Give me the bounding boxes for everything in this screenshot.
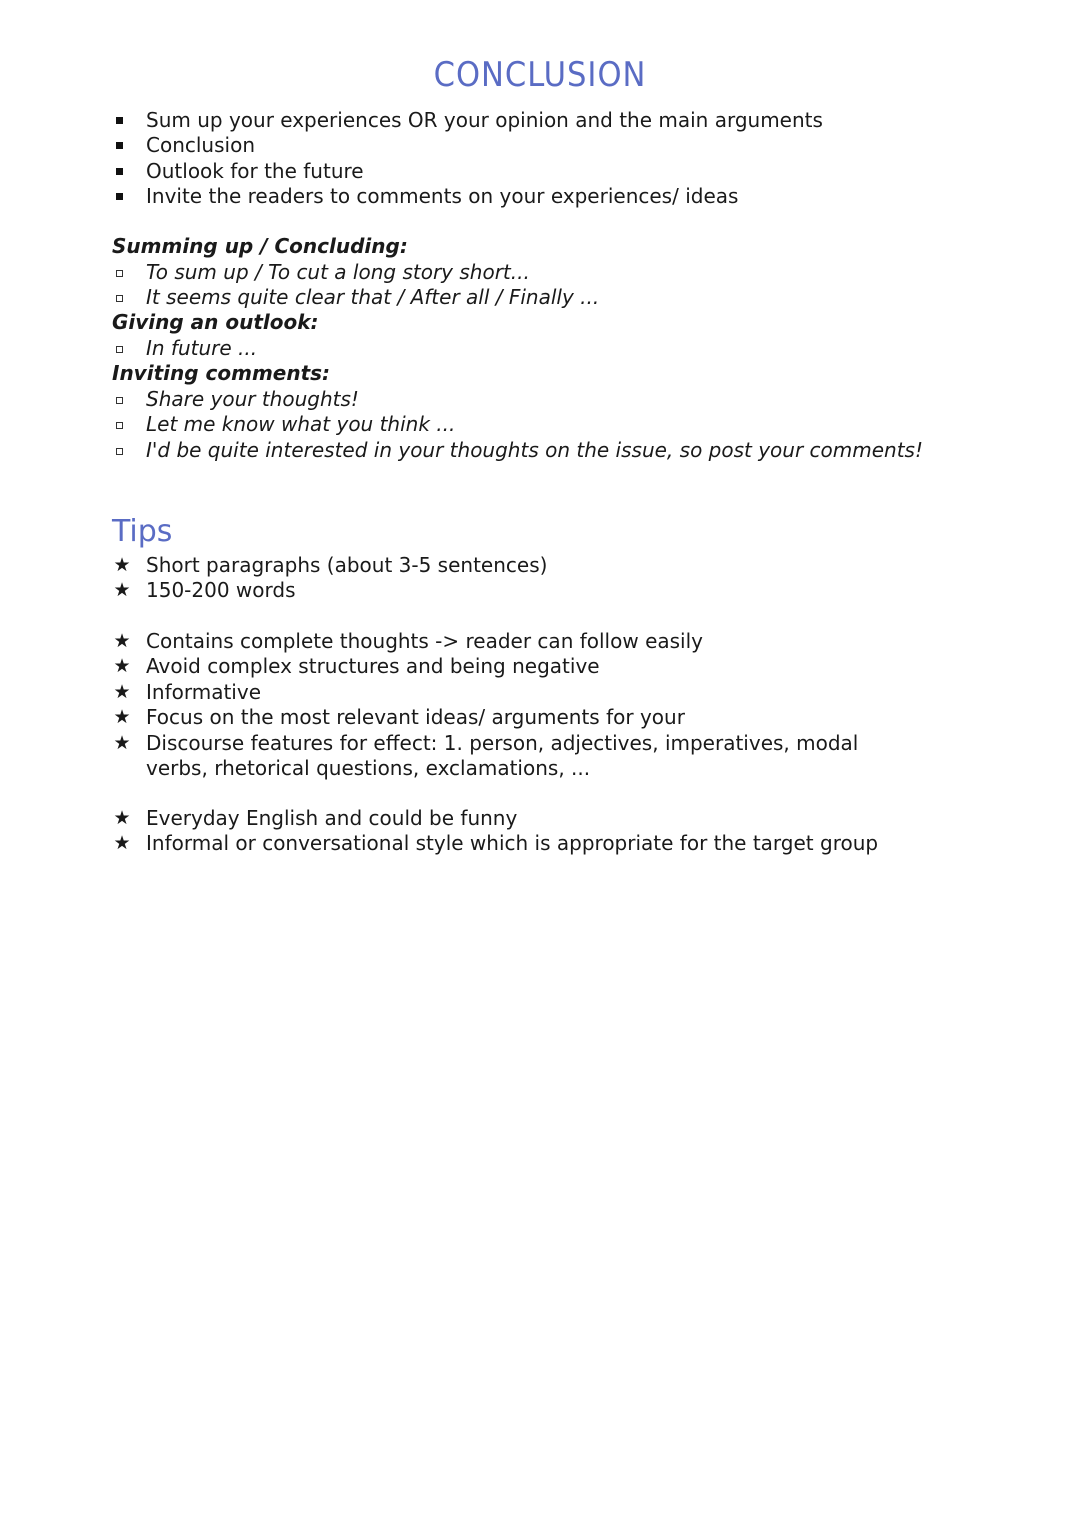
list-item: I'd be quite interested in your thoughts on the issue, so post your comments!	[146, 437, 923, 462]
list-item: Share your thoughts!	[146, 387, 359, 411]
summing-up-list	[112, 260, 1012, 311]
list-item: In future ...	[146, 336, 258, 360]
star-icon: ★	[113, 706, 131, 729]
list-item: Let me know what you think ...	[146, 412, 456, 437]
list-item: Invite the readers to comments on your experiences/ ideas	[146, 184, 739, 209]
list-item: Sum up your experiences OR your opinion and the main arguments	[146, 108, 823, 132]
list-item: ★ 150-200 words	[113, 578, 296, 603]
inviting-comments-heading: Inviting comments:	[112, 361, 331, 385]
list-item: ★ Avoid complex structures and being negative	[113, 654, 600, 679]
tips-list-1	[112, 553, 1012, 604]
star-icon: ★	[113, 731, 131, 754]
list-item: ★ Informal or conversational style which is appropriate for the target group	[113, 831, 879, 856]
main-points-list	[112, 108, 1012, 210]
list-item: To sum up / To cut a long story short...	[146, 260, 530, 284]
list-item: ★ Short paragraphs (about 3-5 sentences)	[113, 553, 548, 577]
tips-list-2	[112, 629, 1012, 781]
star-icon: ★	[113, 807, 131, 829]
inviting-comments-list	[112, 387, 1012, 463]
list-item: Conclusion	[146, 133, 255, 158]
outlook-list	[112, 336, 1012, 361]
list-item: ★ Everyday English and could be funny	[113, 806, 518, 830]
list-item: Outlook for the future	[146, 158, 364, 183]
list-item: ★ Discourse features for effect: 1. person, adjectives, imperatives, modal verbs, rhetorical questions, exclamations, ...	[113, 730, 859, 781]
list-item: It seems quite clear that / After all / Finally ...	[146, 285, 600, 310]
star-icon: ★	[113, 680, 131, 703]
tips-heading: Tips	[112, 514, 173, 549]
summing-up-heading: Summing up / Concluding:	[112, 234, 408, 258]
star-icon: ★	[113, 579, 131, 602]
star-icon: ★	[113, 832, 131, 855]
list-item: ★ Informative	[113, 679, 261, 704]
star-icon: ★	[113, 655, 131, 678]
list-item: ★ Focus on the most relevant ideas/ arguments for your	[113, 705, 685, 730]
tips-list-3	[112, 806, 1012, 857]
star-icon: ★	[113, 630, 131, 652]
page-title: CONCLUSION	[433, 55, 647, 95]
list-item: ★ Contains complete thoughts -> reader can follow easily	[113, 629, 703, 653]
outlook-heading: Giving an outlook:	[112, 310, 319, 334]
star-icon: ★	[113, 554, 131, 576]
